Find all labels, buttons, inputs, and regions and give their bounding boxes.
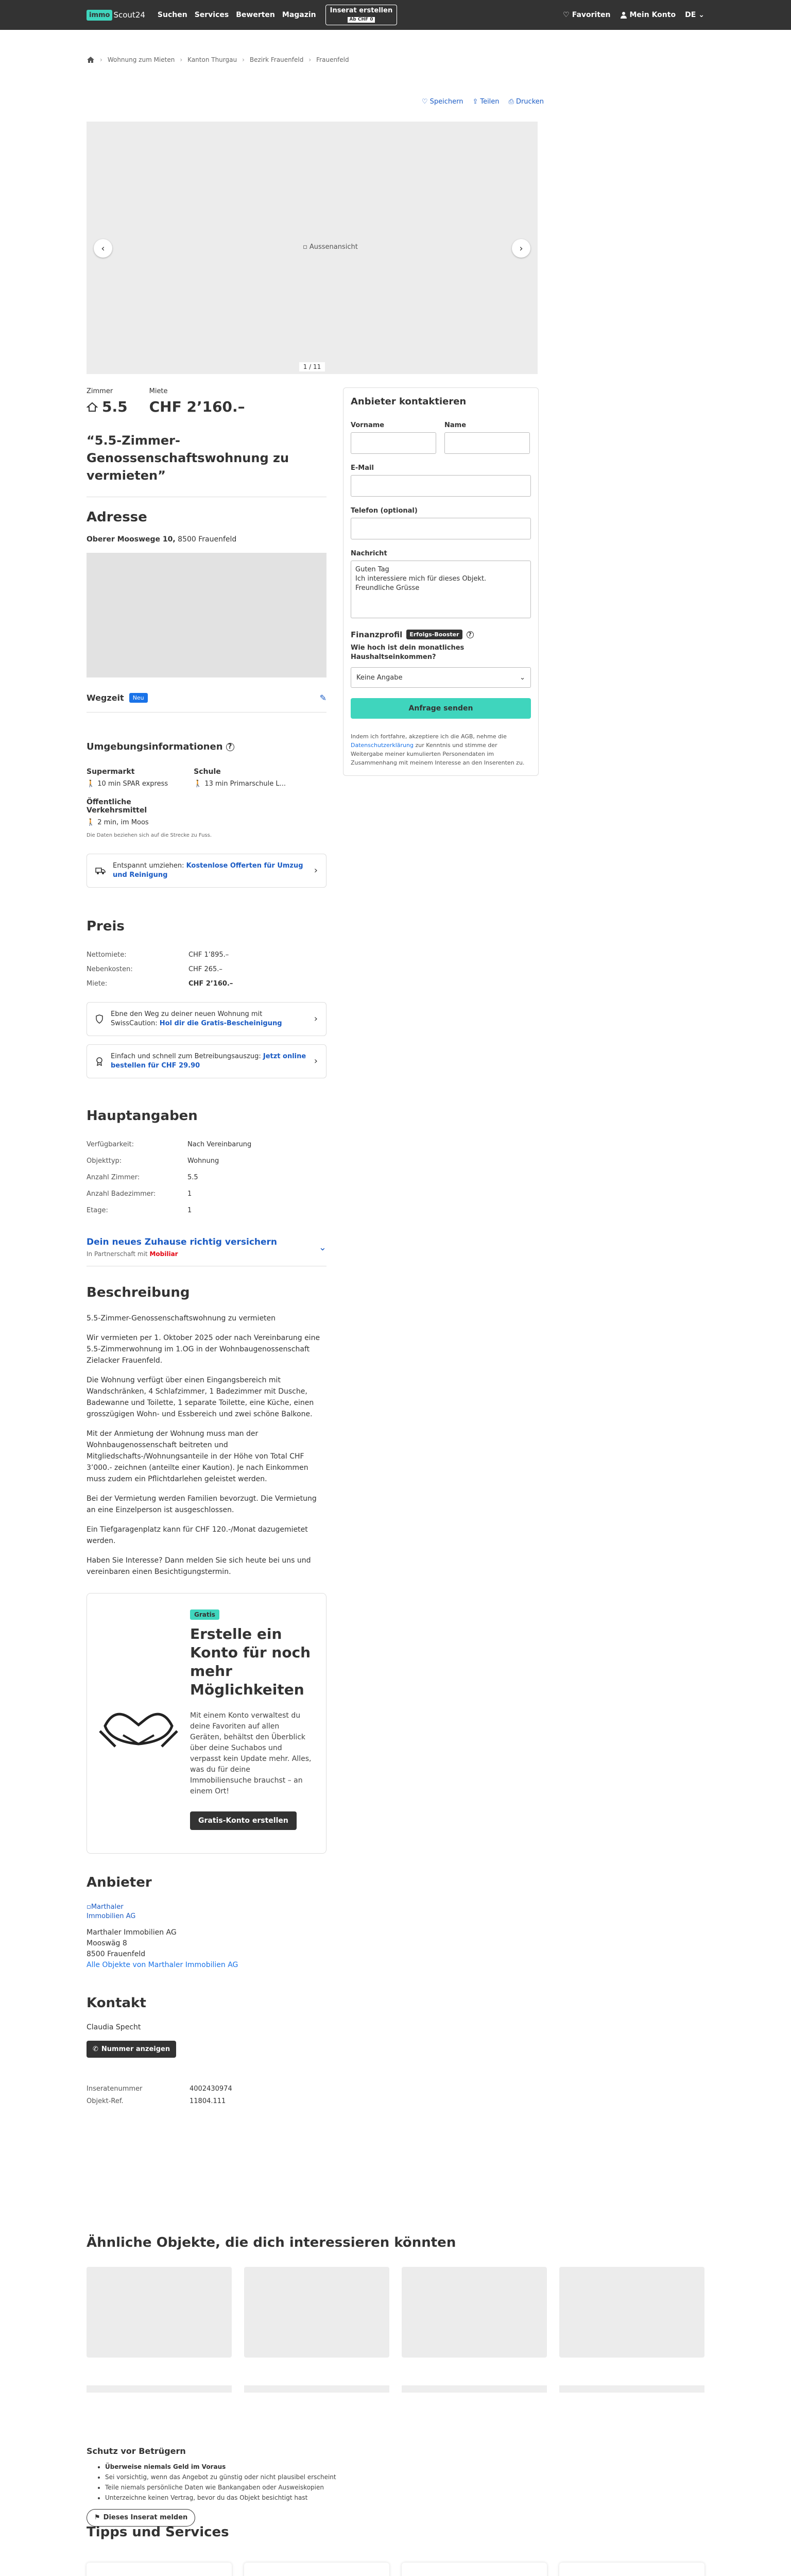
info-row-value: 1 <box>187 1190 192 1198</box>
nav-services[interactable]: Services <box>194 11 229 19</box>
share-label: Teilen <box>480 98 500 106</box>
tip-card[interactable] <box>559 2563 704 2576</box>
similar-text-placeholder <box>244 2385 389 2393</box>
price-row-label: Nebenkosten: <box>87 965 133 973</box>
language-label: DE <box>685 11 696 19</box>
provider-logo-alt: Marthaler Immobilien AG <box>87 1903 136 1920</box>
debt-extract-card[interactable] <box>87 1044 326 1078</box>
info-icon[interactable]: ? <box>226 743 234 751</box>
description-paragraph: Bei der Vermietung werden Familien bevorzugt. Die Vermietung an eine Einzelperson ist ausgeschlossen. <box>87 1495 317 1514</box>
similar-text-placeholder <box>87 2385 232 2393</box>
swisscaution-text: Ebne den Weg zu deiner neuen Wohnung mit SwissCaution: <box>111 1010 263 1027</box>
insurance-title: Dein neues Zuhause richtig versichern <box>87 1237 278 1247</box>
phone-input[interactable] <box>351 518 531 539</box>
signup-text: Mit einem Konto verwaltest du deine Favoriten auf allen Geräten, behältst den Überblick über deine Suchabos und verpasst kein Update mehr. Alles, was du für deine Immobiliensuche brauchst – an einem Ort! <box>190 1711 312 1795</box>
phone-label: Telefon (optional) <box>351 507 418 515</box>
price-row <box>87 976 326 991</box>
user-icon <box>620 11 627 19</box>
chevron-down-icon: ⌄ <box>520 673 525 682</box>
favorites-label: Favoriten <box>572 11 611 19</box>
public-transport-label: Öffentliche Verkehrsmittel <box>87 798 147 815</box>
home-icon[interactable] <box>87 56 95 63</box>
account-link[interactable] <box>620 11 676 19</box>
info-row-value: 1 <box>187 1206 192 1214</box>
ref-row-value: 11804.111 <box>190 2097 226 2105</box>
legal-pre: Indem ich fortfahre, akzeptiere ich die AGB, nehme die <box>351 733 507 740</box>
promo-link[interactable]: Kostenlose Offerten für Umzug und Reinigung <box>113 862 303 879</box>
create-listing-button[interactable] <box>325 5 398 25</box>
walk-icon: 🚶 <box>194 780 202 788</box>
success-booster-badge: Erfolgs-Booster <box>406 630 462 639</box>
rent-value: CHF 2’160.– <box>149 398 245 415</box>
new-badge: Neu <box>129 693 148 703</box>
description-paragraph: Mit der Anmietung der Wohnung muss man der Wohnbaugenossenschaft beitreten und Mitgliedschafts-/Wohnungsanteile in der Höhe von Total CHF 3’000.- zeichnen (anteilte einer Kaution). Je nach Einkommen muss zudem ein Pflichtdarlehen geleistet werden. <box>87 1430 308 1483</box>
provider-heading: Anbieter <box>87 1875 152 1890</box>
supermarket-label: Supermarkt <box>87 768 135 776</box>
gallery-image-alt: Aussenansicht <box>309 243 358 251</box>
similar-heading: Ähnliche Objekte, die dich interessieren könnten <box>87 2235 456 2250</box>
top-header <box>0 0 791 30</box>
chevron-down-icon: ⌄ <box>318 1242 326 1253</box>
last-name-input[interactable] <box>444 432 530 454</box>
price-row-value: CHF 1’895.– <box>188 951 229 959</box>
info-row <box>87 1202 326 1218</box>
breadcrumb <box>0 30 791 71</box>
language-select[interactable] <box>685 11 704 19</box>
walk-icon: 🚶 <box>87 780 95 788</box>
report-listing-label: Dieses Inserat melden <box>103 2514 188 2521</box>
broken-image-icon: ▫ <box>303 243 307 251</box>
provider-city: 8500 Frauenfeld <box>87 1950 146 1958</box>
ref-row-label: Objekt-Ref. <box>87 2097 124 2105</box>
rooms-value: 5.5 <box>102 398 128 415</box>
breadcrumb-item[interactable]: Wohnung zum Mieten <box>107 56 175 63</box>
description-paragraph: Die Wohnung verfügt über einen Eingangsbereich mit Wandschränken, 4 Schlafzimmer, 1 Badezimmer mit Dusche, Badewanne und Toilette, 1 separate Toilette, eine Küche, einen grosszügigen Wohn- und Essbereich und zwei schöne Balkone. <box>87 1376 314 1418</box>
debt-extract-link[interactable]: Jetzt online bestellen für CHF 29.90 <box>111 1053 306 1070</box>
send-request-button[interactable]: Anfrage senden <box>351 698 531 719</box>
price-row-label: Miete: <box>87 979 108 988</box>
description-paragraph: Haben Sie Interesse? Dann melden Sie sich heute bei uns und vereinbaren einen Besichtigungstermin. <box>87 1556 311 1576</box>
info-row <box>87 1169 326 1185</box>
main-info-heading: Hauptangaben <box>87 1108 198 1124</box>
main-nav <box>158 11 316 19</box>
info-row-label: Verfügbarkeit: <box>87 1140 134 1148</box>
breadcrumb-item[interactable]: Bezirk Frauenfeld <box>249 56 304 63</box>
info-row <box>87 1153 326 1169</box>
contact-name: Claudia Specht <box>87 2023 141 2031</box>
info-row <box>87 1185 326 1202</box>
info-row <box>87 1136 326 1153</box>
last-name-label: Name <box>444 421 467 429</box>
insurance-accordion[interactable] <box>87 1237 326 1258</box>
address-heading: Adresse <box>87 510 147 525</box>
tip-card[interactable] <box>244 2563 389 2576</box>
description-paragraph: Wir vermieten per 1. Oktober 2025 oder nach Vereinbarung eine 5.5-Zimmerwohnung im 1.OG in der Wohnbaugenossenschaft Zielacker Frauenfeld. <box>87 1334 320 1365</box>
fraud-protection <box>87 2446 704 2527</box>
fraud-tip: • Unterzeichne keinen Vertrag, bevor du das Objekt besichtigt hast <box>105 2493 704 2503</box>
chevron-right-icon: › <box>314 1013 318 1024</box>
report-listing-button[interactable] <box>87 2509 195 2527</box>
price-row <box>87 947 326 962</box>
breadcrumb-separator: › <box>308 56 312 63</box>
info-row-value: Wohnung <box>187 1157 219 1165</box>
rooms-label: Zimmer <box>87 387 113 395</box>
gallery-next-button[interactable] <box>512 239 530 258</box>
message-label: Nachricht <box>351 550 387 557</box>
divider <box>87 712 326 713</box>
map[interactable] <box>87 553 326 677</box>
privacy-link[interactable]: Datenschutzerklärung <box>351 742 414 749</box>
legal-text <box>351 732 531 767</box>
price-heading: Preis <box>87 919 125 934</box>
fraud-tip: • Teile niemals persönliche Daten wie Bankangaben oder Ausweiskopien <box>105 2482 704 2493</box>
account-label: Mein Konto <box>629 11 676 19</box>
fraud-heading: Schutz vor Betrügern <box>87 2446 186 2456</box>
first-name-input[interactable] <box>351 432 436 454</box>
address-street: Oberer Mooswege 10, <box>87 535 176 544</box>
info-row-value: 5.5 <box>187 1173 198 1181</box>
info-row-label: Anzahl Zimmer: <box>87 1173 140 1181</box>
flag-icon: ⚑ <box>94 2514 100 2521</box>
listing-title: “5.5-Zimmer-Genossenschaftswohnung zu vermieten” <box>87 433 289 483</box>
nav-search[interactable]: Suchen <box>157 11 187 19</box>
logo-box: immo <box>87 10 112 21</box>
fraud-tip: • Sei vorsichtig, wenn das Angebot zu günstig oder nicht plausibel erscheint <box>105 2472 704 2482</box>
public-transport-value: 2 min, im Moos <box>97 819 149 826</box>
provider-street: Mooswäg 8 <box>87 1939 127 1947</box>
price-table <box>87 947 326 991</box>
swisscaution-link[interactable]: Hol dir die Gratis-Bescheinigung <box>159 1020 282 1027</box>
provider-logo[interactable] <box>87 1903 138 1921</box>
provider-section <box>87 1877 326 1971</box>
broken-image-icon: ▫ <box>87 1903 91 1911</box>
save-label: Speichern <box>429 98 463 106</box>
printer-icon: ⎙ <box>508 98 514 106</box>
insurance-sub: In Partnerschaft mit <box>87 1250 148 1258</box>
share-button[interactable] <box>472 98 499 106</box>
create-listing-price: Ab CHF 0 <box>348 17 374 23</box>
logo[interactable] <box>87 10 145 21</box>
email-label: E-Mail <box>351 464 374 472</box>
heart-icon: ♡ <box>563 11 570 19</box>
similar-text-placeholder <box>559 2385 704 2393</box>
info-icon[interactable]: ? <box>467 631 474 638</box>
similar-card-placeholder[interactable] <box>559 2267 704 2358</box>
create-listing-label: Inserat erstellen <box>330 7 393 14</box>
info-row-label: Etage: <box>87 1206 108 1214</box>
message-textarea[interactable]: Guten Tag Ich interessiere mich für dieses Objekt. Freundliche Grüsse <box>351 561 531 618</box>
show-number-button[interactable] <box>87 2041 176 2058</box>
travel-time-label: Wegzeit <box>87 693 124 703</box>
shield-icon <box>95 1014 104 1024</box>
income-selected: Keine Angabe <box>356 673 403 682</box>
info-row-value: Nach Vereinbarung <box>187 1140 252 1148</box>
chevron-left-icon: ‹ <box>101 243 105 254</box>
school-value: 13 min Primarschule L... <box>204 780 286 788</box>
promo-text: Entspannt umziehen: <box>113 862 186 870</box>
nav-valuation[interactable]: Bewerten <box>236 11 275 19</box>
gallery-counter-wrap <box>87 363 538 370</box>
share-bar <box>422 98 544 106</box>
chevron-right-icon: › <box>519 243 523 254</box>
rent-label: Miete <box>149 387 168 395</box>
similar-listings <box>87 2235 704 2393</box>
fraud-tip: • Überweise niemals Geld im Voraus <box>105 2462 704 2472</box>
breadcrumb-item[interactable]: Frauenfeld <box>316 56 349 63</box>
breadcrumb-separator: › <box>242 56 245 63</box>
hands-heart-illustration <box>87 1594 190 1853</box>
tips-services <box>87 2524 704 2576</box>
print-button[interactable] <box>509 98 544 106</box>
chevron-right-icon: › <box>314 1056 318 1066</box>
breadcrumb-separator: › <box>100 56 102 63</box>
info-row-label: Objekttyp: <box>87 1157 122 1165</box>
chevron-right-icon: › <box>314 865 318 876</box>
badge-icon <box>95 1057 104 1066</box>
mobiliar-logo: Mobiliar <box>149 1250 178 1258</box>
income-select[interactable] <box>351 667 531 688</box>
listing-main <box>87 387 326 2107</box>
description-text <box>87 1313 326 1578</box>
free-badge: Gratis <box>190 1609 219 1620</box>
environment-heading: Umgebungsinformationen <box>87 741 223 752</box>
first-name-label: Vorname <box>351 421 385 429</box>
price-row-label: Nettomiete: <box>87 951 127 959</box>
similar-card-placeholder[interactable] <box>402 2267 547 2358</box>
email-input[interactable] <box>351 475 531 497</box>
ref-row <box>87 2082 326 2095</box>
income-question: Wie hoch ist dein monatliches Haushaltseinkommen? <box>351 644 465 661</box>
legal-post: zur Kenntnis und stimme der Weitergabe meiner kumulierten Personendaten im Zusammenhang mit meinem Interesse an den Inserenten zu. <box>351 742 525 766</box>
favorites-link[interactable] <box>563 11 610 19</box>
finance-profile-label: Finanzprofil <box>351 630 403 639</box>
print-label: Drucken <box>515 98 544 106</box>
similar-card-placeholder[interactable] <box>87 2267 232 2358</box>
school-label: Schule <box>194 768 221 776</box>
walk-icon: 🚶 <box>87 819 95 826</box>
nav-magazine[interactable]: Magazin <box>282 11 316 19</box>
contact-heading: Kontakt <box>87 1995 146 2011</box>
info-row-label: Anzahl Badezimmer: <box>87 1190 156 1198</box>
house-icon <box>87 402 98 412</box>
price-row-value: CHF 2’160.– <box>188 979 233 988</box>
create-account-button[interactable]: Gratis-Konto erstellen <box>190 1811 297 1830</box>
gallery-prev-button[interactable] <box>94 239 112 258</box>
description-paragraph: 5.5-Zimmer-Genossenschaftswohnung zu vermieten <box>87 1314 276 1323</box>
signup-title: Erstelle ein Konto für noch mehr Möglichkeiten <box>190 1625 311 1698</box>
main-info-table <box>87 1136 326 1218</box>
address-city: 8500 Frauenfeld <box>178 535 237 544</box>
provider-all-listings-link[interactable]: Alle Objekte von Marthaler Immobilien AG <box>87 1961 238 1969</box>
chevron-down-icon: ⌄ <box>698 11 704 19</box>
gallery-image <box>303 243 358 251</box>
ref-row-label: Inseratenummer <box>87 2084 143 2093</box>
signup-card <box>87 1593 326 1854</box>
swisscaution-card[interactable] <box>87 1002 326 1036</box>
description-heading: Beschreibung <box>87 1285 190 1300</box>
price-row <box>87 962 326 976</box>
logo-text: Scout24 <box>113 10 145 20</box>
contact-form-heading: Anbieter kontaktieren <box>351 396 467 407</box>
breadcrumb-item[interactable]: Kanton Thurgau <box>187 56 237 63</box>
provider-name: Marthaler Immobilien AG <box>87 1928 177 1937</box>
tips-heading: Tipps und Services <box>87 2524 229 2540</box>
environment-note: Die Daten beziehen sich auf die Strecke zu Fuss. <box>87 833 212 838</box>
ref-row <box>87 2095 326 2107</box>
price-row-value: CHF 265.– <box>188 965 222 973</box>
moving-icon <box>95 867 106 875</box>
description-paragraph: Ein Tiefgaragenplatz kann für CHF 120.-/Monat dazugemietet werden. <box>87 1526 308 1545</box>
image-gallery[interactable] <box>87 122 538 374</box>
save-button[interactable] <box>422 98 463 106</box>
similar-card-placeholder[interactable] <box>244 2267 389 2358</box>
ref-row-value: 4002430974 <box>190 2084 232 2093</box>
show-number-label: Nummer anzeigen <box>101 2045 170 2053</box>
debt-extract-text: Einfach und schnell zum Betreibungsauszug: <box>111 1053 263 1060</box>
tip-card[interactable] <box>402 2563 547 2576</box>
tip-card[interactable] <box>87 2563 232 2576</box>
phone-icon: ✆ <box>93 2045 98 2053</box>
moving-promo-card[interactable] <box>87 854 326 888</box>
share-icon: ⇪ <box>472 98 478 106</box>
contact-section <box>87 1995 326 2107</box>
breadcrumb-separator: › <box>180 56 183 63</box>
contact-form <box>343 387 539 776</box>
supermarket-value: 10 min SPAR express <box>97 780 168 788</box>
heart-icon: ♡ <box>421 98 428 106</box>
gallery-counter: 1 / 11 <box>299 362 325 371</box>
edit-icon[interactable]: ✎ <box>319 693 326 703</box>
similar-text-placeholder <box>402 2385 547 2393</box>
